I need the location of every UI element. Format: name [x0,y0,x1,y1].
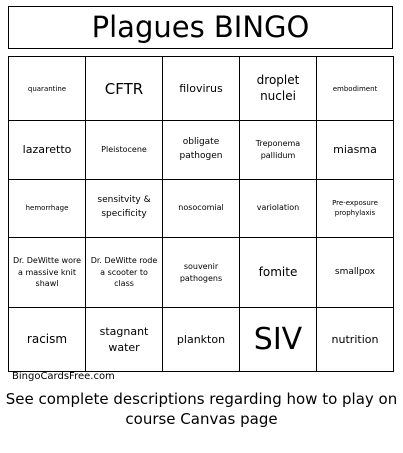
bingo-cell: nutrition [317,308,394,372]
bingo-row [9,179,394,237]
bingo-cell: Pleistocene [86,121,163,179]
bingo-row [9,57,394,121]
bingo-title: Plagues BINGO [8,6,393,49]
bingo-row [9,121,394,179]
bingo-cell: CFTR [86,57,163,121]
bingo-cell: sensitvity & specificity [86,179,163,237]
instructions-text: See complete descriptions regarding how to play on course Canvas page [5,390,398,429]
bingo-cell: droplet nuclei [240,57,317,121]
bingo-cell: racism [9,308,86,372]
bingo-grid [8,56,394,372]
bingo-cell: stagnant water [86,308,163,372]
bingo-cell: lazaretto [9,121,86,179]
bingo-cell: nosocomial [163,179,240,237]
site-credit: BingoCardsFree.com [12,371,115,382]
bingo-cell: fomite [240,237,317,308]
bingo-cell: embodiment [317,57,394,121]
bingo-cell: Pre-exposure prophylaxis [317,179,394,237]
bingo-row [9,308,394,372]
bingo-cell: variolation [240,179,317,237]
bingo-cell: obligate pathogen [163,121,240,179]
bingo-cell: miasma [317,121,394,179]
bingo-cell: filovirus [163,57,240,121]
bingo-cell: smallpox [317,237,394,308]
bingo-cell: SIV [240,308,317,372]
bingo-cell: souvenir pathogens [163,237,240,308]
bingo-cell: hemorrhage [9,179,86,237]
bingo-cell: quarantine [9,57,86,121]
bingo-cell: Dr. DeWitte wore a massive knit shawl [9,237,86,308]
bingo-row [9,237,394,308]
bingo-cell: Treponema pallidum [240,121,317,179]
bingo-cell: Dr. DeWitte rode a scooter to class [86,237,163,308]
bingo-cell: plankton [163,308,240,372]
